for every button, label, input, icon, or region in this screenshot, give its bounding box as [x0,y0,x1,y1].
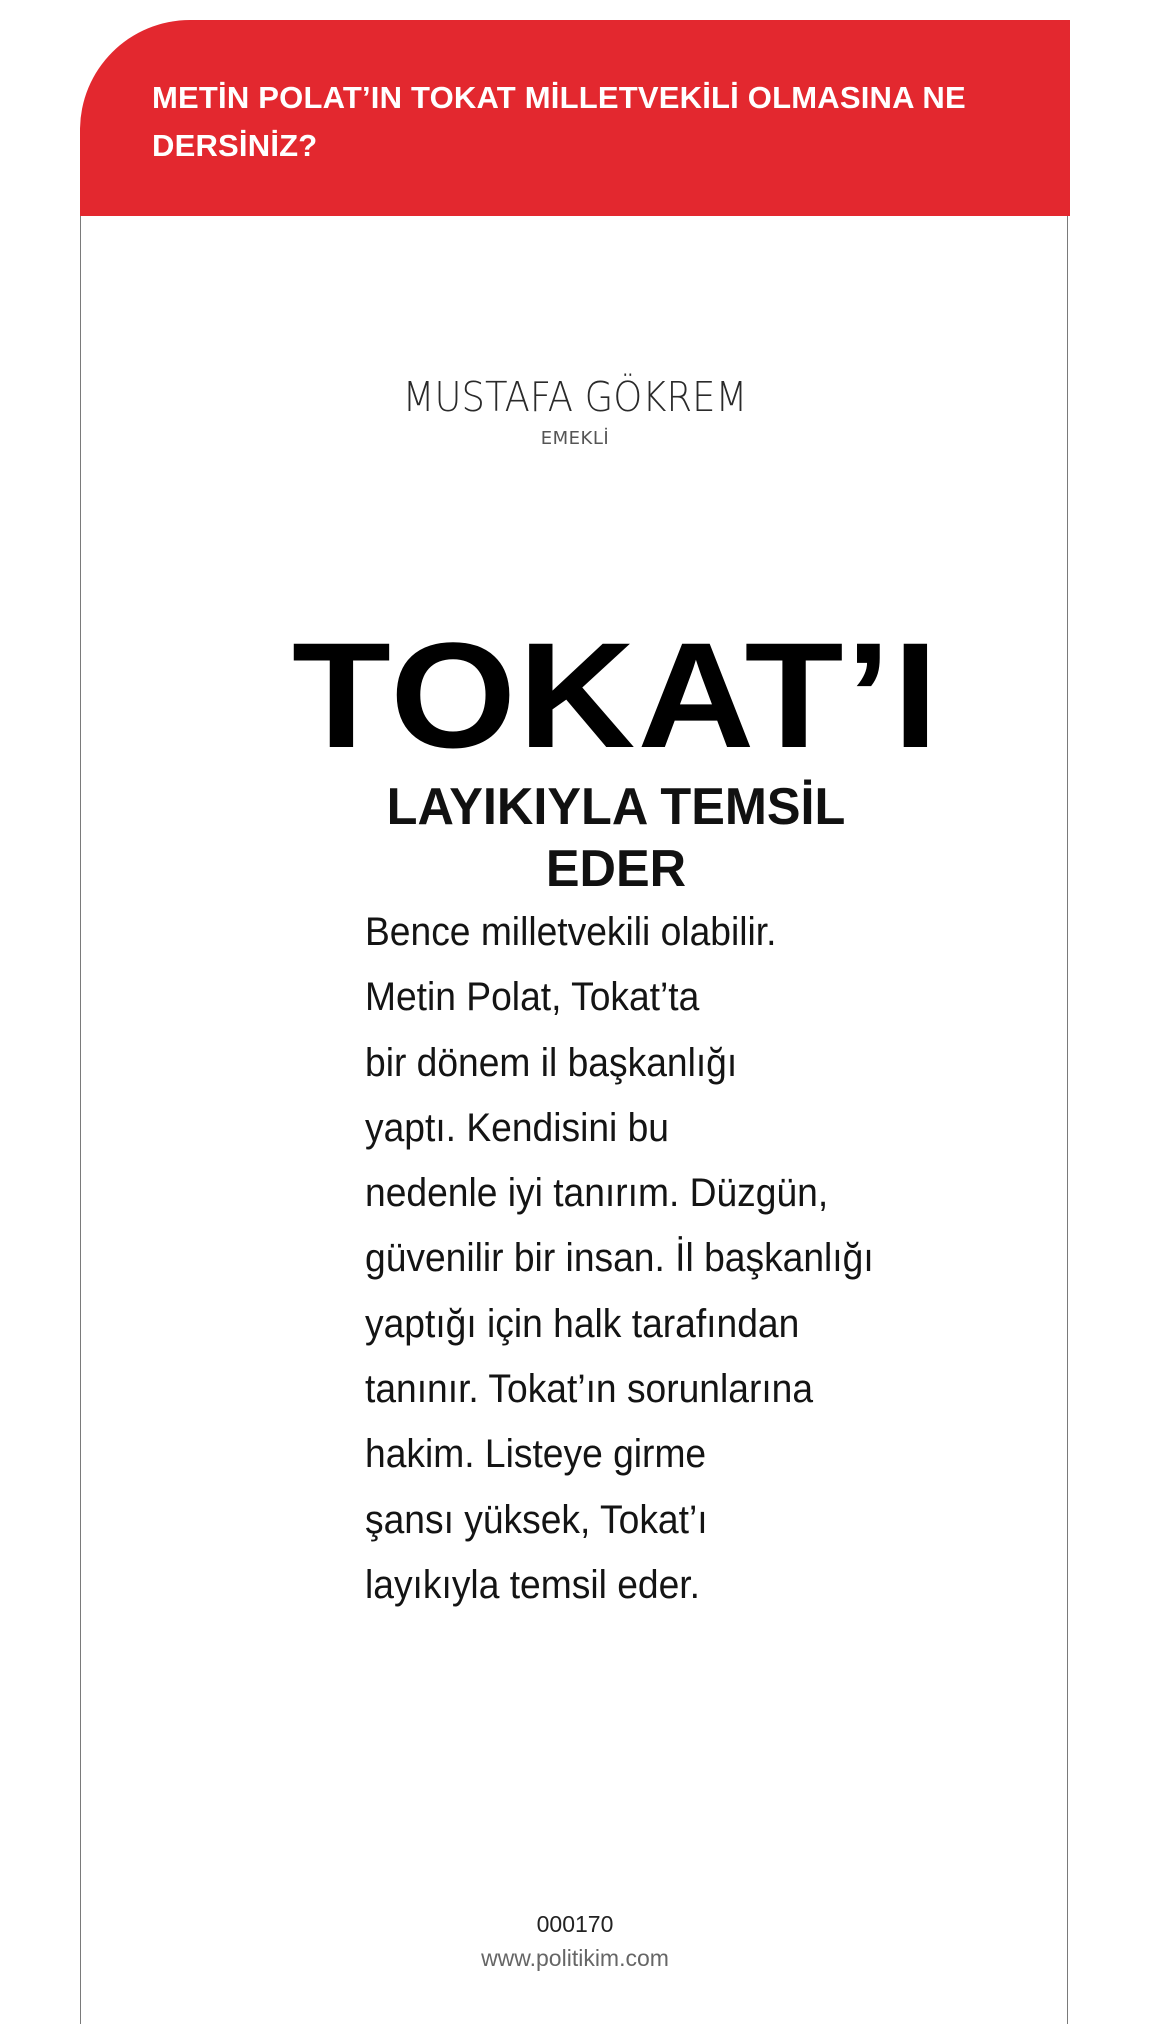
headline [291,611,941,900]
quote-line: Metin Polat, Tokat’ta [365,975,700,1020]
question-banner [80,20,1070,216]
quote-line: bir dönem il başkanlığı [365,1040,738,1085]
quote-line: güvenilir bir insan. İl başkanlığı [365,1236,874,1281]
reference-code: 000170 [536,1911,614,1937]
headline-main: TOKAT’I [291,611,941,779]
headline-sub: LAYIKIYLA TEMSİL EDER [386,778,846,898]
quote-line: Bence milletvekili olabilir. [365,910,777,954]
person-name: MUSTAFA GÖKREM [402,373,748,421]
person-info [80,372,1070,449]
quote-body [365,900,985,1618]
quote-line: hakim. Listeye girme [365,1432,707,1477]
quote-line: tanınır. Tokat’ın sorunlarına [365,1367,814,1412]
footer [80,1908,1070,1976]
quote-line: yaptığı için halk tarafından [365,1301,800,1346]
person-occupation: EMEKLİ [540,428,610,449]
website-link[interactable]: www.politikim.com [481,1945,669,1971]
quote-line: yaptı. Kendisini bu [365,1105,669,1150]
question-text: METİN POLAT’IN TOKAT MİLLETVEKİLİ OLMASINA NE DERSİNİZ? [152,80,966,163]
quote-line: şansı yüksek, Tokat’ı [365,1497,708,1542]
quote-line: layıkıyla temsil eder. [365,1562,700,1607]
interview-card [80,20,1070,2024]
quote-line: nedenle iyi tanırım. Düzgün, [365,1171,829,1216]
